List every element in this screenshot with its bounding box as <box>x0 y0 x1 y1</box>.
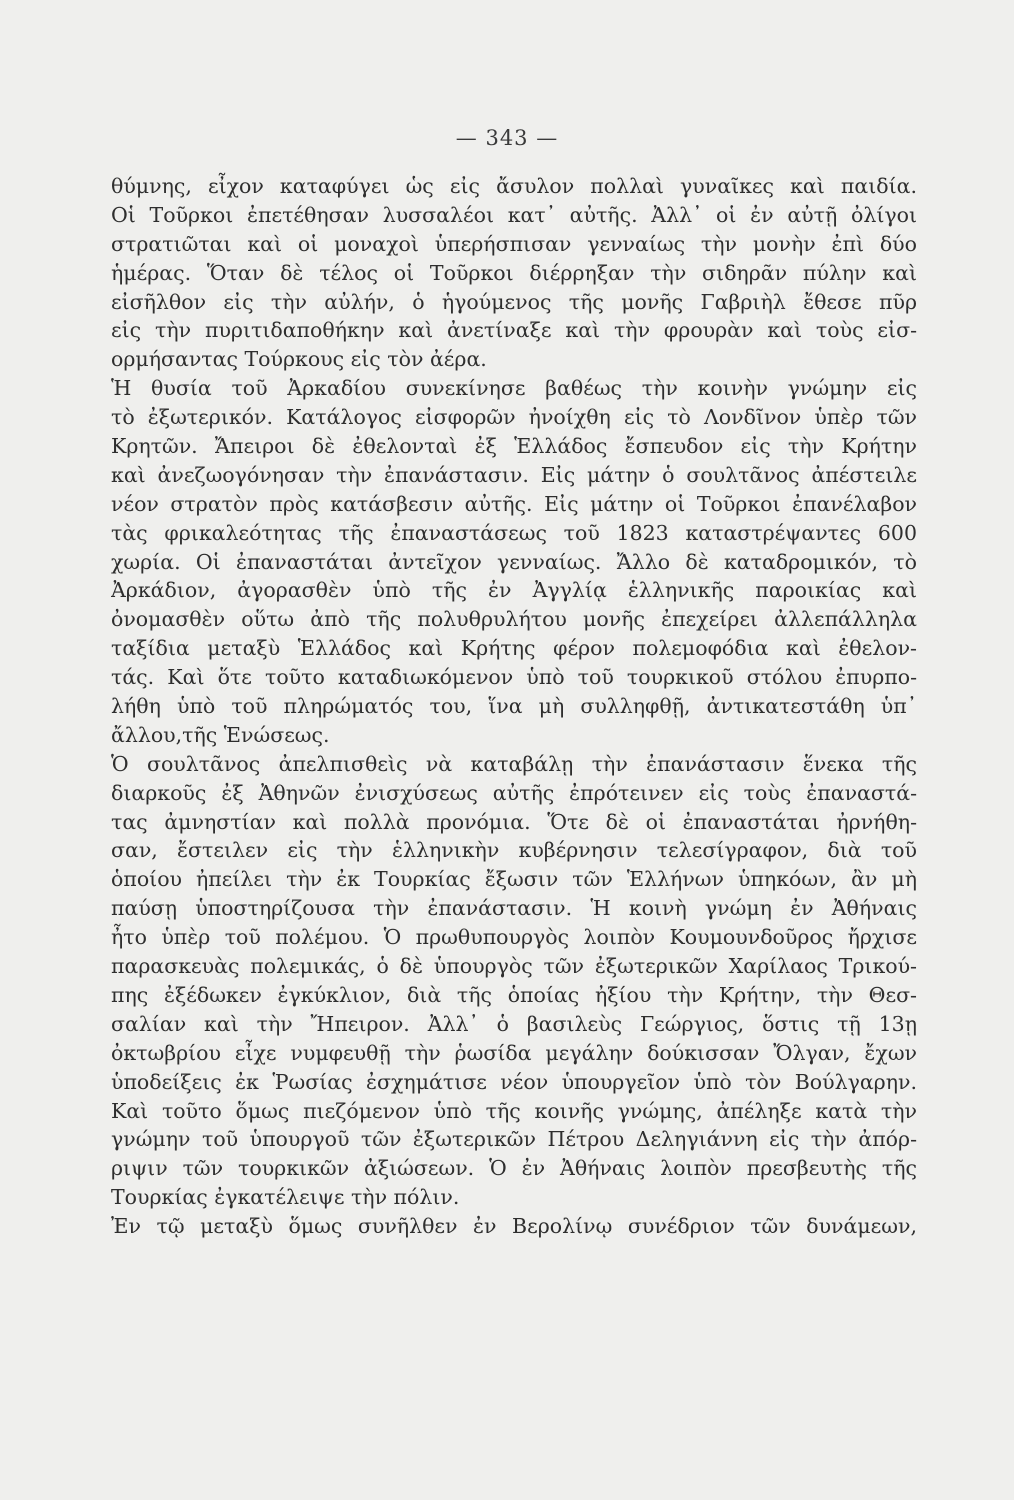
text-line: ορμήσαντας Τούρκους εἰς τὸν ἀέρα. <box>111 347 487 372</box>
text-line: τὰς φρικαλεότητας τῆς ἐπαναστάσεως τοῦ 1823 καταστρέψαντες 600 <box>111 520 917 545</box>
text-line: εἰς τὴν πυριτιδαποθήκην καὶ ἀνετίναξε καὶ τὴν φρουρὰν καὶ τοὺς εἰσ- <box>111 318 917 343</box>
text-line: ὁποίου ἠπείλει τὴν ἐκ Τουρκίας ἔξωσιν τῶν Ἑλλήνων ὑπηκόων, ἂν μὴ <box>111 867 917 892</box>
text-line: πης ἐξέδωκεν ἐγκύκλιον, διὰ τῆς ὁποίας ἠξίου τὴν Κρήτην, τὴν Θεσ- <box>111 982 917 1007</box>
text-line: σαν, ἔστειλεν εἰς τὴν ἑλληνικὴν κυβέρνησιν τελεσίγραφον, διὰ τοῦ <box>111 838 917 863</box>
text-line: Ἐν τῷ μεταξὺ ὅμως συνῆλθεν ἐν Βερολίνῳ συνέδριον τῶν δυνάμεων, <box>111 1214 917 1239</box>
text-line: γνώμην τοῦ ὑπουργοῦ τῶν ἐξωτερικῶν Πέτρου Δεληγιάννη εἰς τὴν ἀπόρ- <box>111 1127 917 1152</box>
text-line: ὀκτωβρίου εἶχε νυμφευθῇ τὴν ῥωσίδα μεγάλην δούκισσαν Ὄλγαν, ἔχων <box>111 1040 917 1065</box>
text-line: παρασκευὰς πολεμικάς, ὁ δὲ ὑπουργὸς τῶν ἐξωτερικῶν Χαρίλαος Τρικού- <box>111 954 917 979</box>
body-text <box>111 172 917 1241</box>
text-line: Οἱ Τοῦρκοι ἐπετέθησαν λυσσαλέοι κατ᾽ αὐτῆς. Ἀλλ᾽ οἱ ἐν αὐτῇ ὀλίγοι <box>111 202 917 227</box>
text-line: Ἀρκάδιον, ἀγορασθὲν ὑπὸ τῆς ἐν Ἀγγλίᾳ ἑλληνικῆς παροικίας καὶ <box>111 578 917 603</box>
page-number: — 343 — <box>455 126 559 150</box>
text-line: ἦτο ὑπὲρ τοῦ πολέμου. Ὁ πρωθυπουργὸς λοιπὸν Κουμουνδοῦρος ἤρχισε <box>111 925 917 950</box>
text-line: Ἡ θυσία τοῦ Ἀρκαδίου συνεκίνησε βαθέως τὴν κοινὴν γνώμην εἰς <box>111 376 917 401</box>
text-line: ἡμέρας. Ὅταν δὲ τέλος οἱ Τοῦρκοι διέρρηξαν τὴν σιδηρᾶν πύλην καὶ <box>111 260 917 285</box>
text-line: εἰσῆλθον εἰς τὴν αὐλήν, ὁ ἡγούμενος τῆς μονῆς Γαβριὴλ ἔθεσε πῦρ <box>111 289 917 314</box>
text-line: ταξίδια μεταξὺ Ἑλλάδος καὶ Κρήτης φέρον πολεμοφόδια καὶ ἐθελον- <box>111 636 917 661</box>
text-line: ὀνομασθὲν οὕτω ἀπὸ τῆς πολυθρυλήτου μονῆς ἐπεχείρει ἀλλεπάλληλα <box>111 607 917 632</box>
text-line: λήθη ὑπὸ τοῦ πληρώματός του, ἵνα μὴ συλληφθῇ, ἀντικατεστάθη ὑπ᾽ <box>111 694 917 719</box>
text-line: διαρκοῦς ἐξ Ἀθηνῶν ἐνισχύσεως αὐτῆς ἐπρότεινεν εἰς τοὺς ἐπαναστά- <box>111 780 917 805</box>
text-line: τάς. Καὶ ὅτε τοῦτο καταδιωκόμενον ὑπὸ τοῦ τουρκικοῦ στόλου ἐπυρπο- <box>111 665 917 690</box>
text-line: Ὁ σουλτᾶνος ἀπελπισθεὶς νὰ καταβάλῃ τὴν ἐπανάστασιν ἕνεκα τῆς <box>111 751 917 776</box>
text-line: χωρία. Οἱ ἐπαναστάται ἀντεῖχον γενναίως. Ἄλλο δὲ καταδρομικόν, τὸ <box>111 549 917 574</box>
text-line: σαλίαν καὶ τὴν Ἤπειρον. Ἀλλ᾽ ὁ βασιλεὺς Γεώργιος, ὅστις τῇ 13ῃ <box>111 1011 917 1036</box>
text-line: τας ἀμνηστίαν καὶ πολλὰ προνόμια. Ὅτε δὲ οἱ ἐπαναστάται ἠρνήθη- <box>111 809 917 834</box>
text-line: ριψιν τῶν τουρκικῶν ἀξιώσεων. Ὁ ἐν Ἀθήναις λοιπὸν πρεσβευτὴς τῆς <box>111 1156 917 1181</box>
text-line: Κρητῶν. Ἄπειροι δὲ ἐθελονταὶ ἐξ Ἑλλάδος ἔσπευδον εἰς τὴν Κρήτην <box>111 434 917 459</box>
text-line: ὑποδείξεις ἐκ Ῥωσίας ἐσχημάτισε νέον ὑπουργεῖον ὑπὸ τὸν Βούλγαρην. <box>111 1069 917 1094</box>
text-line: Τουρκίας ἐγκατέλειψε τὴν πόλιν. <box>111 1185 460 1210</box>
text-line: στρατιῶται καὶ οἱ μοναχοὶ ὑπερήσπισαν γενναίως τὴν μονὴν ἐπὶ δύο <box>111 231 917 256</box>
text-line: τὸ ἐξωτερικόν. Κατάλογος εἰσφορῶν ἠνοίχθη εἰς τὸ Λονδῖνον ὑπὲρ τῶν <box>111 405 917 430</box>
text-line: θύμνης, εἶχον καταφύγει ὡς εἰς ἄσυλον πολλαὶ γυναῖκες καὶ παιδία. <box>111 174 917 198</box>
text-line: ἄλλου,τῆς Ἑνώσεως. <box>111 722 330 747</box>
text-line: νέον στρατὸν πρὸς κατάσβεσιν αὐτῆς. Εἰς μάτην οἱ Τοῦρκοι ἐπανέλαβον <box>111 491 917 516</box>
text-line: Καὶ τοῦτο ὅμως πιεζόμενον ὑπὸ τῆς κοινῆς γνώμης, ἀπέληξε κατὰ τὴν <box>111 1098 917 1123</box>
text-line: καὶ ἀνεζωογόνησαν τὴν ἐπανάστασιν. Εἰς μάτην ὁ σουλτᾶνος ἀπέστειλε <box>111 462 917 487</box>
text-line: παύσῃ ὑποστηρίζουσα τὴν ἐπανάστασιν. Ἡ κοινὴ γνώμη ἐν Ἀθήναις <box>111 896 917 921</box>
